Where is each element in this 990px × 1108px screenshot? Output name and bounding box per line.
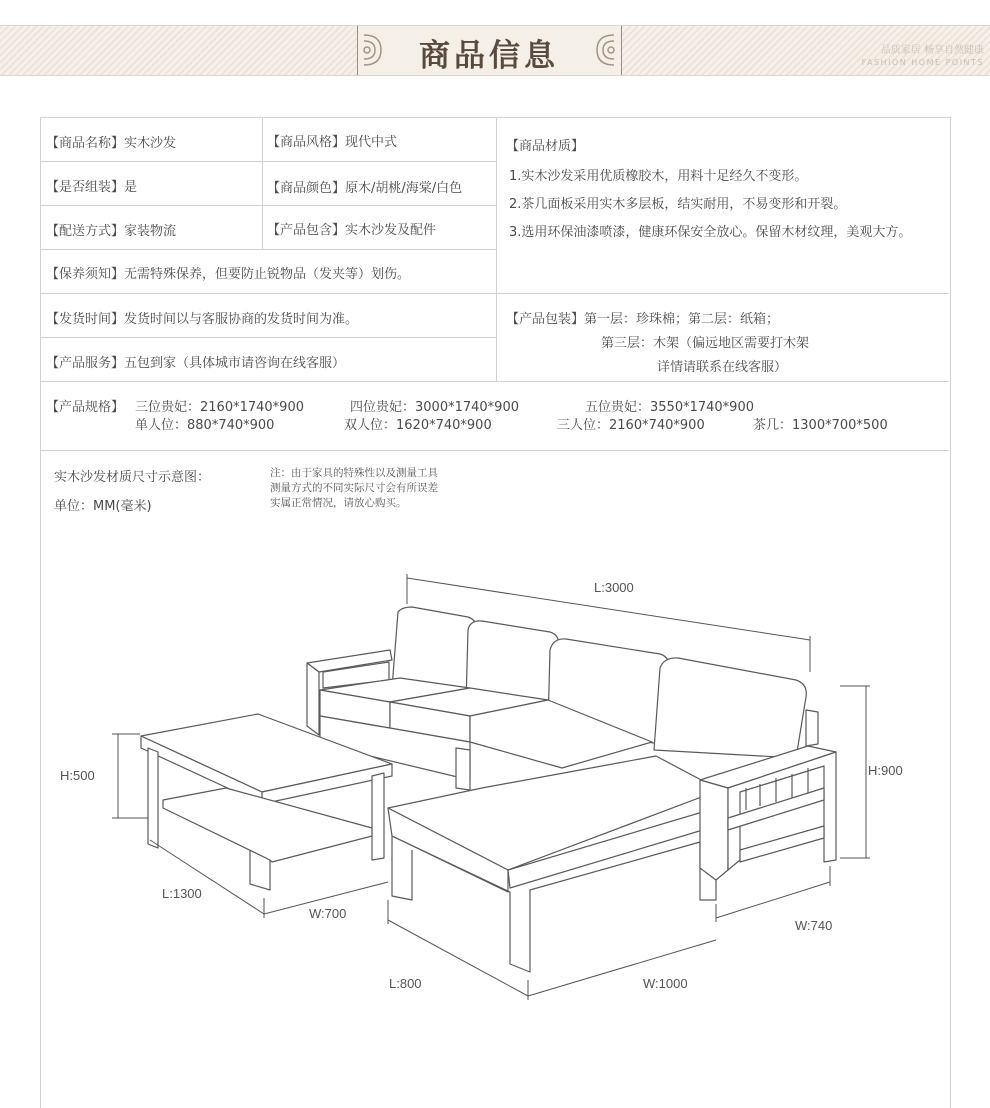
- dim-sofa-length: L:3000: [594, 580, 634, 595]
- product-style-label: 【商品风格】: [267, 135, 346, 150]
- color-label: 【商品颜色】: [267, 181, 346, 196]
- material-line-3: 3.选用环保油漆喷漆，健康环保安全放心。保留木材纹理，美观大方。: [509, 225, 912, 240]
- package-label: 【产品包装】: [506, 312, 585, 327]
- spec-item: 三人位：2160*740*900: [557, 418, 705, 433]
- dim-chaise-width: W:1000: [643, 976, 688, 991]
- table-shelf: [163, 788, 372, 862]
- dim-table-length: L:1300: [162, 886, 202, 901]
- diagram-title: 实木沙发材质尺寸示意图：: [54, 470, 211, 485]
- spec-label: 【产品规格】: [46, 400, 125, 415]
- product-style-value: 现代中式: [345, 135, 398, 150]
- sofa-leg: [456, 748, 470, 790]
- right-arm-front: [700, 780, 728, 880]
- product-name-label: 【商品名称】: [46, 136, 125, 151]
- assembly-label: 【是否组装】: [46, 180, 125, 195]
- package-line-1: 第一层：珍珠棉；第二层：纸箱；: [584, 312, 780, 327]
- service-label: 【产品服务】: [46, 356, 125, 371]
- sofa-back-end: [806, 710, 818, 746]
- diagram-note-2: 测量方式的不同实际尺寸会有所误差: [270, 482, 438, 494]
- table-leg: [372, 773, 384, 860]
- material-line-1: 1.实木沙发采用优质橡胶木，用料十足经久不变形。: [509, 169, 808, 184]
- care-label: 【保养须知】: [46, 267, 125, 282]
- delivery-label: 【配送方式】: [46, 224, 125, 239]
- spec-item: 三位贵妃：2160*1740*900: [135, 400, 304, 415]
- dim-table-width: W:700: [309, 906, 347, 921]
- dim-sofa-width: W:740: [795, 918, 833, 933]
- diagram-note-3: 实属正常情况，请放心购买。: [270, 497, 407, 509]
- diagram-unit: 单位：MM(毫米): [54, 499, 152, 514]
- spec-item: 双人位：1620*740*900: [344, 418, 492, 433]
- care-value: 无需特殊保养，但要防止锐物品（发夹等）划伤。: [124, 267, 411, 282]
- color-value: 原木/胡桃/海棠/白色: [345, 181, 463, 196]
- package-line-3: 详情请联系在线客服）: [657, 360, 788, 375]
- slogan-english: FASHION HOME POINTS: [861, 58, 984, 67]
- table-leg: [148, 748, 158, 848]
- material-label: 【商品材质】: [506, 139, 585, 154]
- delivery-value: 家装物流: [124, 224, 177, 239]
- material-line-2: 2.茶几面板采用实木多层板，结实耐用，不易变形和开裂。: [509, 197, 847, 212]
- slogan-chinese: 品质家居 畅享自然健康: [880, 45, 984, 56]
- ship-time-label: 【发货时间】: [46, 312, 125, 327]
- includes-value: 实木沙发及配件: [345, 223, 437, 238]
- diagram-note-1: 注：由于家具的特殊性以及测量工具: [270, 467, 438, 479]
- spec-item: 茶几：1300*700*500: [753, 418, 888, 433]
- service-value: 五包到家（具体城市请咨询在线客服）: [124, 356, 346, 371]
- ship-time-value: 发货时间以与客服协商的发货时间为准。: [124, 312, 359, 327]
- spec-item: 单人位：880*740*900: [135, 418, 275, 433]
- dim-table-height: H:500: [60, 768, 95, 783]
- includes-label: 【产品包含】: [267, 223, 346, 238]
- dim-chaise-length: L:800: [389, 976, 422, 991]
- product-name-value: 实木沙发: [124, 136, 177, 151]
- back-cushion: [654, 658, 806, 758]
- spec-item: 四位贵妃：3000*1740*900: [350, 400, 519, 415]
- dim-sofa-height: H:900: [868, 763, 903, 778]
- assembly-value: 是: [124, 180, 138, 195]
- arm-low-rail: [740, 826, 824, 862]
- spec-item: 五位贵妃：3550*1740*900: [585, 400, 754, 415]
- left-arm-leg: [307, 663, 319, 735]
- package-line-2: 第三层：木架（偏远地区需要打木架: [601, 336, 810, 351]
- banner-title: 商品信息: [419, 38, 559, 74]
